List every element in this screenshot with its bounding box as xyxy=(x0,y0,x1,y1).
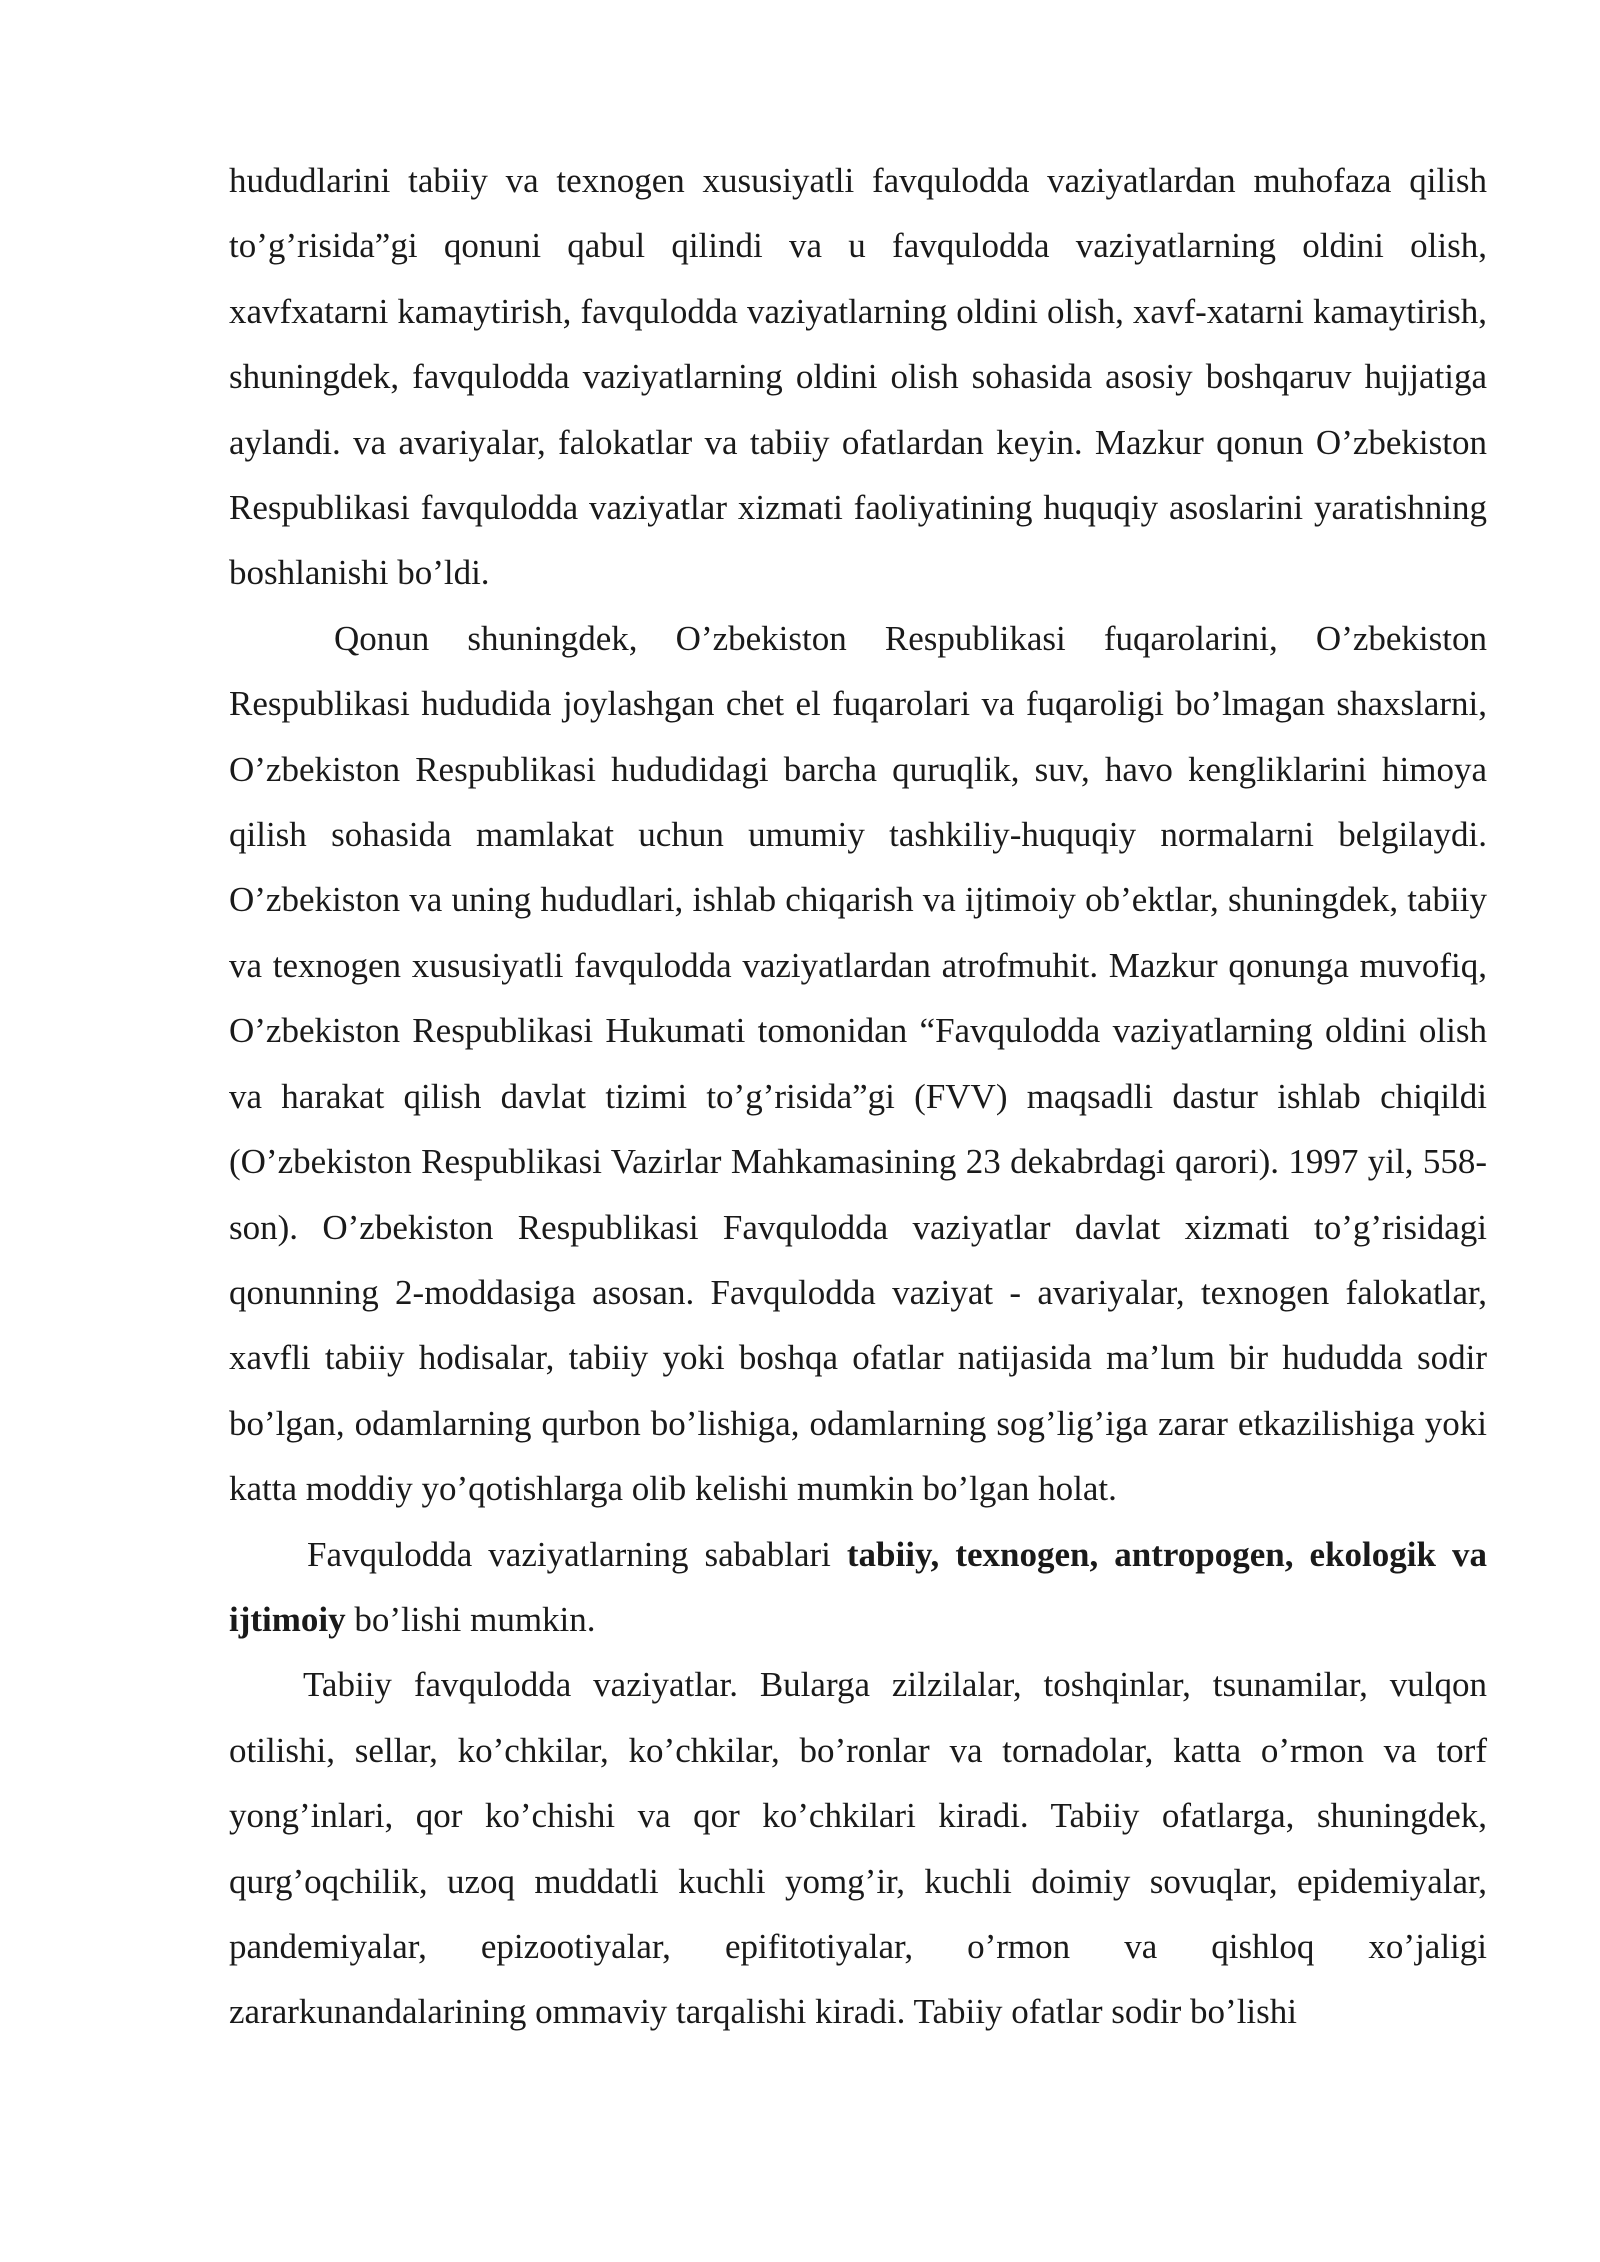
paragraph-law-scope: Qonun shuningdek, O’zbekiston Respublikasi fuqarolarini, O’zbekiston Respublikasi hududida joylashgan chet el fuqarolari va fuqaroligi bo’lmagan shaxslarni, O’zbekiston Respublikasi hududidagi barcha quruqlik, suv, havo kengliklarini himoya qilish sohasida mamlakat uchun umumiy tashkiliy-huquqiy normalarni belgilaydi. O’zbekiston va uning hududlari, ishlab chiqarish va ijtimoiy ob’ektlar, shuningdek, tabiiy va texnogen xususiyatli favqulodda vaziyatlardan atrofmuhit. Mazkur qonunga muvofiq, O’zbekiston Respublikasi Hukumati tomonidan “Favqulodda vaziyatlarning oldini olish va harakat qilish davlat tizimi to’g’risida”gi (FVV) maqsadli dastur ishlab chiqildi (O’zbekiston Respublikasi Vazirlar Mahkamasining 23 dekabrdagi qarori). 1997 yil, 558-son). O’zbekiston Respublikasi Favqulodda vaziyatlar davlat xizmati to’g’risidagi qonunning 2-moddasiga asosan. Favqulodda vaziyat - avariyalar, texnogen falokatlar, xavfli tabiiy hodisalar, tabiiy yoki boshqa ofatlar natijasida ma’lum bir hududda sodir bo’lgan, odamlarning qurbon bo’lishiga, odamlarning sog’lig’iga zarar etkazilishiga yoki katta moddiy yo’qotishlarga olib kelishi mumkin bo’lgan holat. xyxy=(229,618,1487,1509)
document-body xyxy=(229,148,1487,2045)
causes-intro-text: Favqulodda vaziyatlarning sabablari xyxy=(307,1534,847,1574)
paragraph-emergency-causes xyxy=(229,1522,1487,1653)
causes-bold-list: tabiiy, texnogen, antropogen, ekologik va ijtimoiy xyxy=(229,1534,1488,1639)
causes-tail-text: bo’lishi mumkin. xyxy=(345,1599,596,1639)
paragraph-law-adoption: hududlarini tabiiy va texnogen xususiyatli favqulodda vaziyatlardan muhofaza qilish to’g’risida”gi qonuni qabul qilindi va u favqulodda vaziyatlarning oldini olish, xavfxatarni kamaytirish, favqulodda vaziyatlarning oldini olish, xavf-xatarni kamaytirish, shuningdek, favqulodda vaziyatlarning oldini olish sohasida asosiy boshqaruv hujjatiga aylandi. va avariyalar, falokatlar va tabiiy ofatlardan keyin. Mazkur qonun O’zbekiston Respublikasi favqulodda vaziyatlar xizmati faoliyatining huquqiy asoslarini yaratishning boshlanishi bo’ldi. xyxy=(229,161,1487,593)
paragraph-natural-emergencies: Tabiiy favqulodda vaziyatlar. Bularga zilzilalar, toshqinlar, tsunamilar, vulqon otilishi, sellar, ko’chkilar, ko’chkilar, bo’ronlar va tornadolar, katta o’rmon va torf yong’inlari, qor ko’chishi va qor ko’chkilari kiradi. Tabiiy ofatlarga, shuningdek, qurg’oqchilik, uzoq muddatli kuchli yomg’ir, kuchli doimiy sovuqlar, epidemiyalar, pandemiyalar, epizootiyalar, epifitotiyalar, o’rmon va qishloq xo’jaligi zararkunandalarining ommaviy tarqalishi kiradi. Tabiiy ofatlar sodir bo’lishi xyxy=(229,1665,1487,2032)
